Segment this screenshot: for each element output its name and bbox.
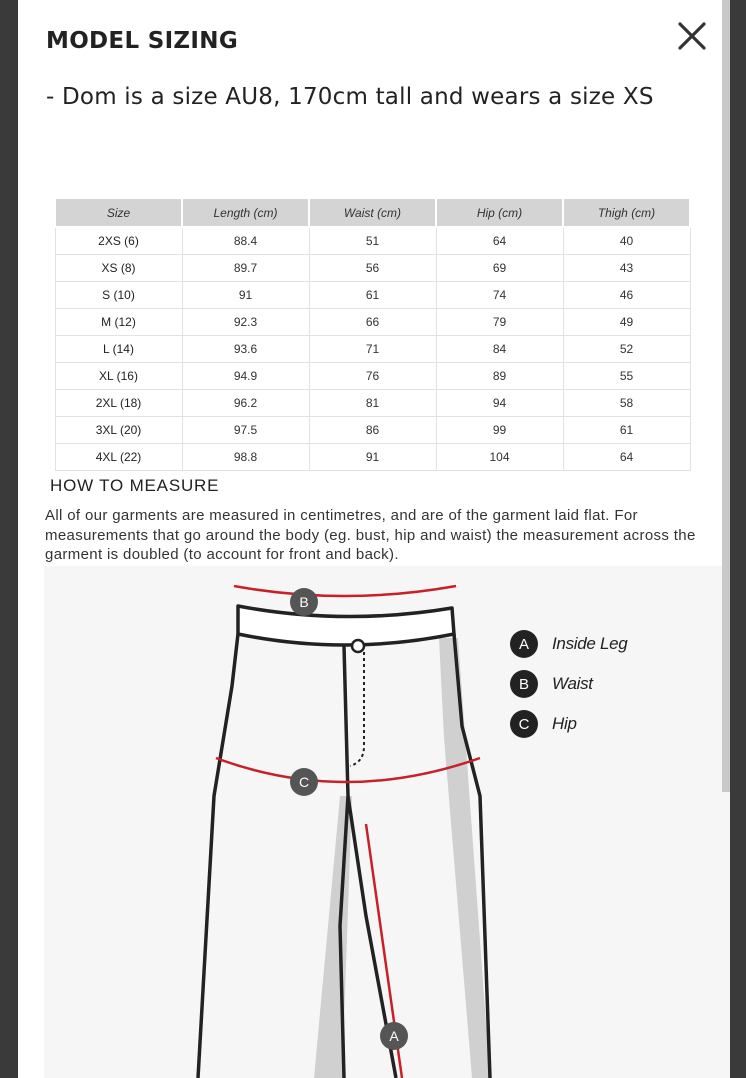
table-row [55,309,690,336]
thigh-cell: 46 [563,282,690,309]
button [352,640,364,652]
table-row [55,390,690,417]
thigh-cell: 49 [563,309,690,336]
modal-title: MODEL SIZING [46,28,238,54]
size-label: 2XL [95,396,117,410]
marker-a-label: A [389,1028,399,1044]
size-cell [55,363,182,390]
size-label: M [101,315,112,329]
waist-cell: 66 [309,309,436,336]
table-header-row [55,198,690,227]
waist-measure-line [234,586,456,596]
length-cell: 92.3 [182,309,309,336]
marker-b-label: B [299,594,309,610]
length-cell: 94.9 [182,363,309,390]
legend-label-hip: Hip [552,714,577,733]
fly-stitching [350,652,364,766]
thigh-cell: 58 [563,390,690,417]
thigh-cell: 52 [563,336,690,363]
size-cell [55,255,182,282]
close-button[interactable] [674,18,710,54]
table-row [55,227,690,255]
waist-cell: 76 [309,363,436,390]
hip-cell: 84 [436,336,563,363]
waist-cell: 56 [309,255,436,282]
length-cell: 93.6 [182,336,309,363]
au-size-label: (16) [116,369,138,383]
au-size-label: (12) [114,315,136,329]
header-hip: Hip (cm) [436,198,563,227]
size-cell [55,417,182,444]
hip-cell: 104 [436,444,563,471]
size-cell [55,336,182,363]
table-row [55,336,690,363]
legend-item-waist [510,670,690,698]
size-cell [55,444,182,471]
hip-cell: 94 [436,390,563,417]
size-chart-table [54,197,691,471]
size-label: XS [101,261,118,275]
hip-cell: 89 [436,363,563,390]
marker-c [290,768,318,796]
length-cell: 88.4 [182,227,309,255]
length-cell: 98.8 [182,444,309,471]
close-icon[interactable] [674,18,710,54]
size-label: 3XL [95,423,117,437]
waistband-outline [238,606,454,645]
size-label: 4XL [95,450,117,464]
waist-cell: 71 [309,336,436,363]
model-sizing-modal [18,0,730,1078]
length-cell: 97.5 [182,417,309,444]
length-cell: 96.2 [182,390,309,417]
thigh-cell: 61 [563,417,690,444]
hip-cell: 74 [436,282,563,309]
marker-c-label: C [298,774,310,790]
marker-a [380,1022,408,1050]
header-waist: Waist (cm) [309,198,436,227]
hip-cell: 79 [436,309,563,336]
au-size-label: (18) [119,396,142,410]
hip-cell: 64 [436,227,563,255]
thigh-cell: 55 [563,363,690,390]
how-to-measure-heading: HOW TO MEASURE [50,476,220,495]
marker-b [290,588,318,616]
size-label: S [102,288,111,302]
waist-cell: 91 [309,444,436,471]
model-info: - Dom is a size AU8, 170cm tall and wears a size XS [46,84,654,110]
size-cell [55,309,182,336]
au-size-label: (6) [124,234,139,248]
legend-label-waist: Waist [552,674,593,693]
scrollbar-thumb[interactable] [722,0,730,792]
size-cell [55,390,182,417]
header-thigh: Thigh (cm) [563,198,690,227]
waist-cell: 51 [309,227,436,255]
legend-label-inside-leg: Inside Leg [552,634,628,653]
hip-cell: 69 [436,255,563,282]
au-size-label: (22) [119,450,142,464]
legend-item-inside-leg [510,630,690,658]
size-cell [55,282,182,309]
size-label: 2XS [98,234,121,248]
thigh-cell: 43 [563,255,690,282]
legend-item-hip [510,710,690,738]
au-size-label: (20) [119,423,142,437]
pants-measure-diagram [44,566,730,1078]
thigh-cell: 64 [563,444,690,471]
waist-cell: 86 [309,417,436,444]
length-cell: 91 [182,282,309,309]
legend-badge-b: B [510,670,538,698]
hip-cell: 99 [436,417,563,444]
length-cell: 89.7 [182,255,309,282]
legend-badge-c: C [510,710,538,738]
table-row [55,417,690,444]
waist-cell: 81 [309,390,436,417]
size-label: L [103,342,110,356]
au-size-label: (10) [113,288,135,302]
table-row [55,255,690,282]
table-row [55,363,690,390]
waist-cell: 61 [309,282,436,309]
header-size: Size [55,198,182,227]
table-row [55,282,690,309]
legend-badge-a: A [510,630,538,658]
au-size-label: (8) [120,261,136,275]
header-length: Length (cm) [182,198,309,227]
size-label: XL [99,369,114,383]
thigh-cell: 40 [563,227,690,255]
au-size-label: (14) [112,342,134,356]
size-cell [55,227,182,255]
how-to-measure-text: All of our garments are measured in centimetres, and are of the garment laid flat. For measurements that go around the body (eg. bust, hip and waist) the measurement across the garment is doubled (to account for front and back). [45,507,696,563]
table-row [55,444,690,471]
